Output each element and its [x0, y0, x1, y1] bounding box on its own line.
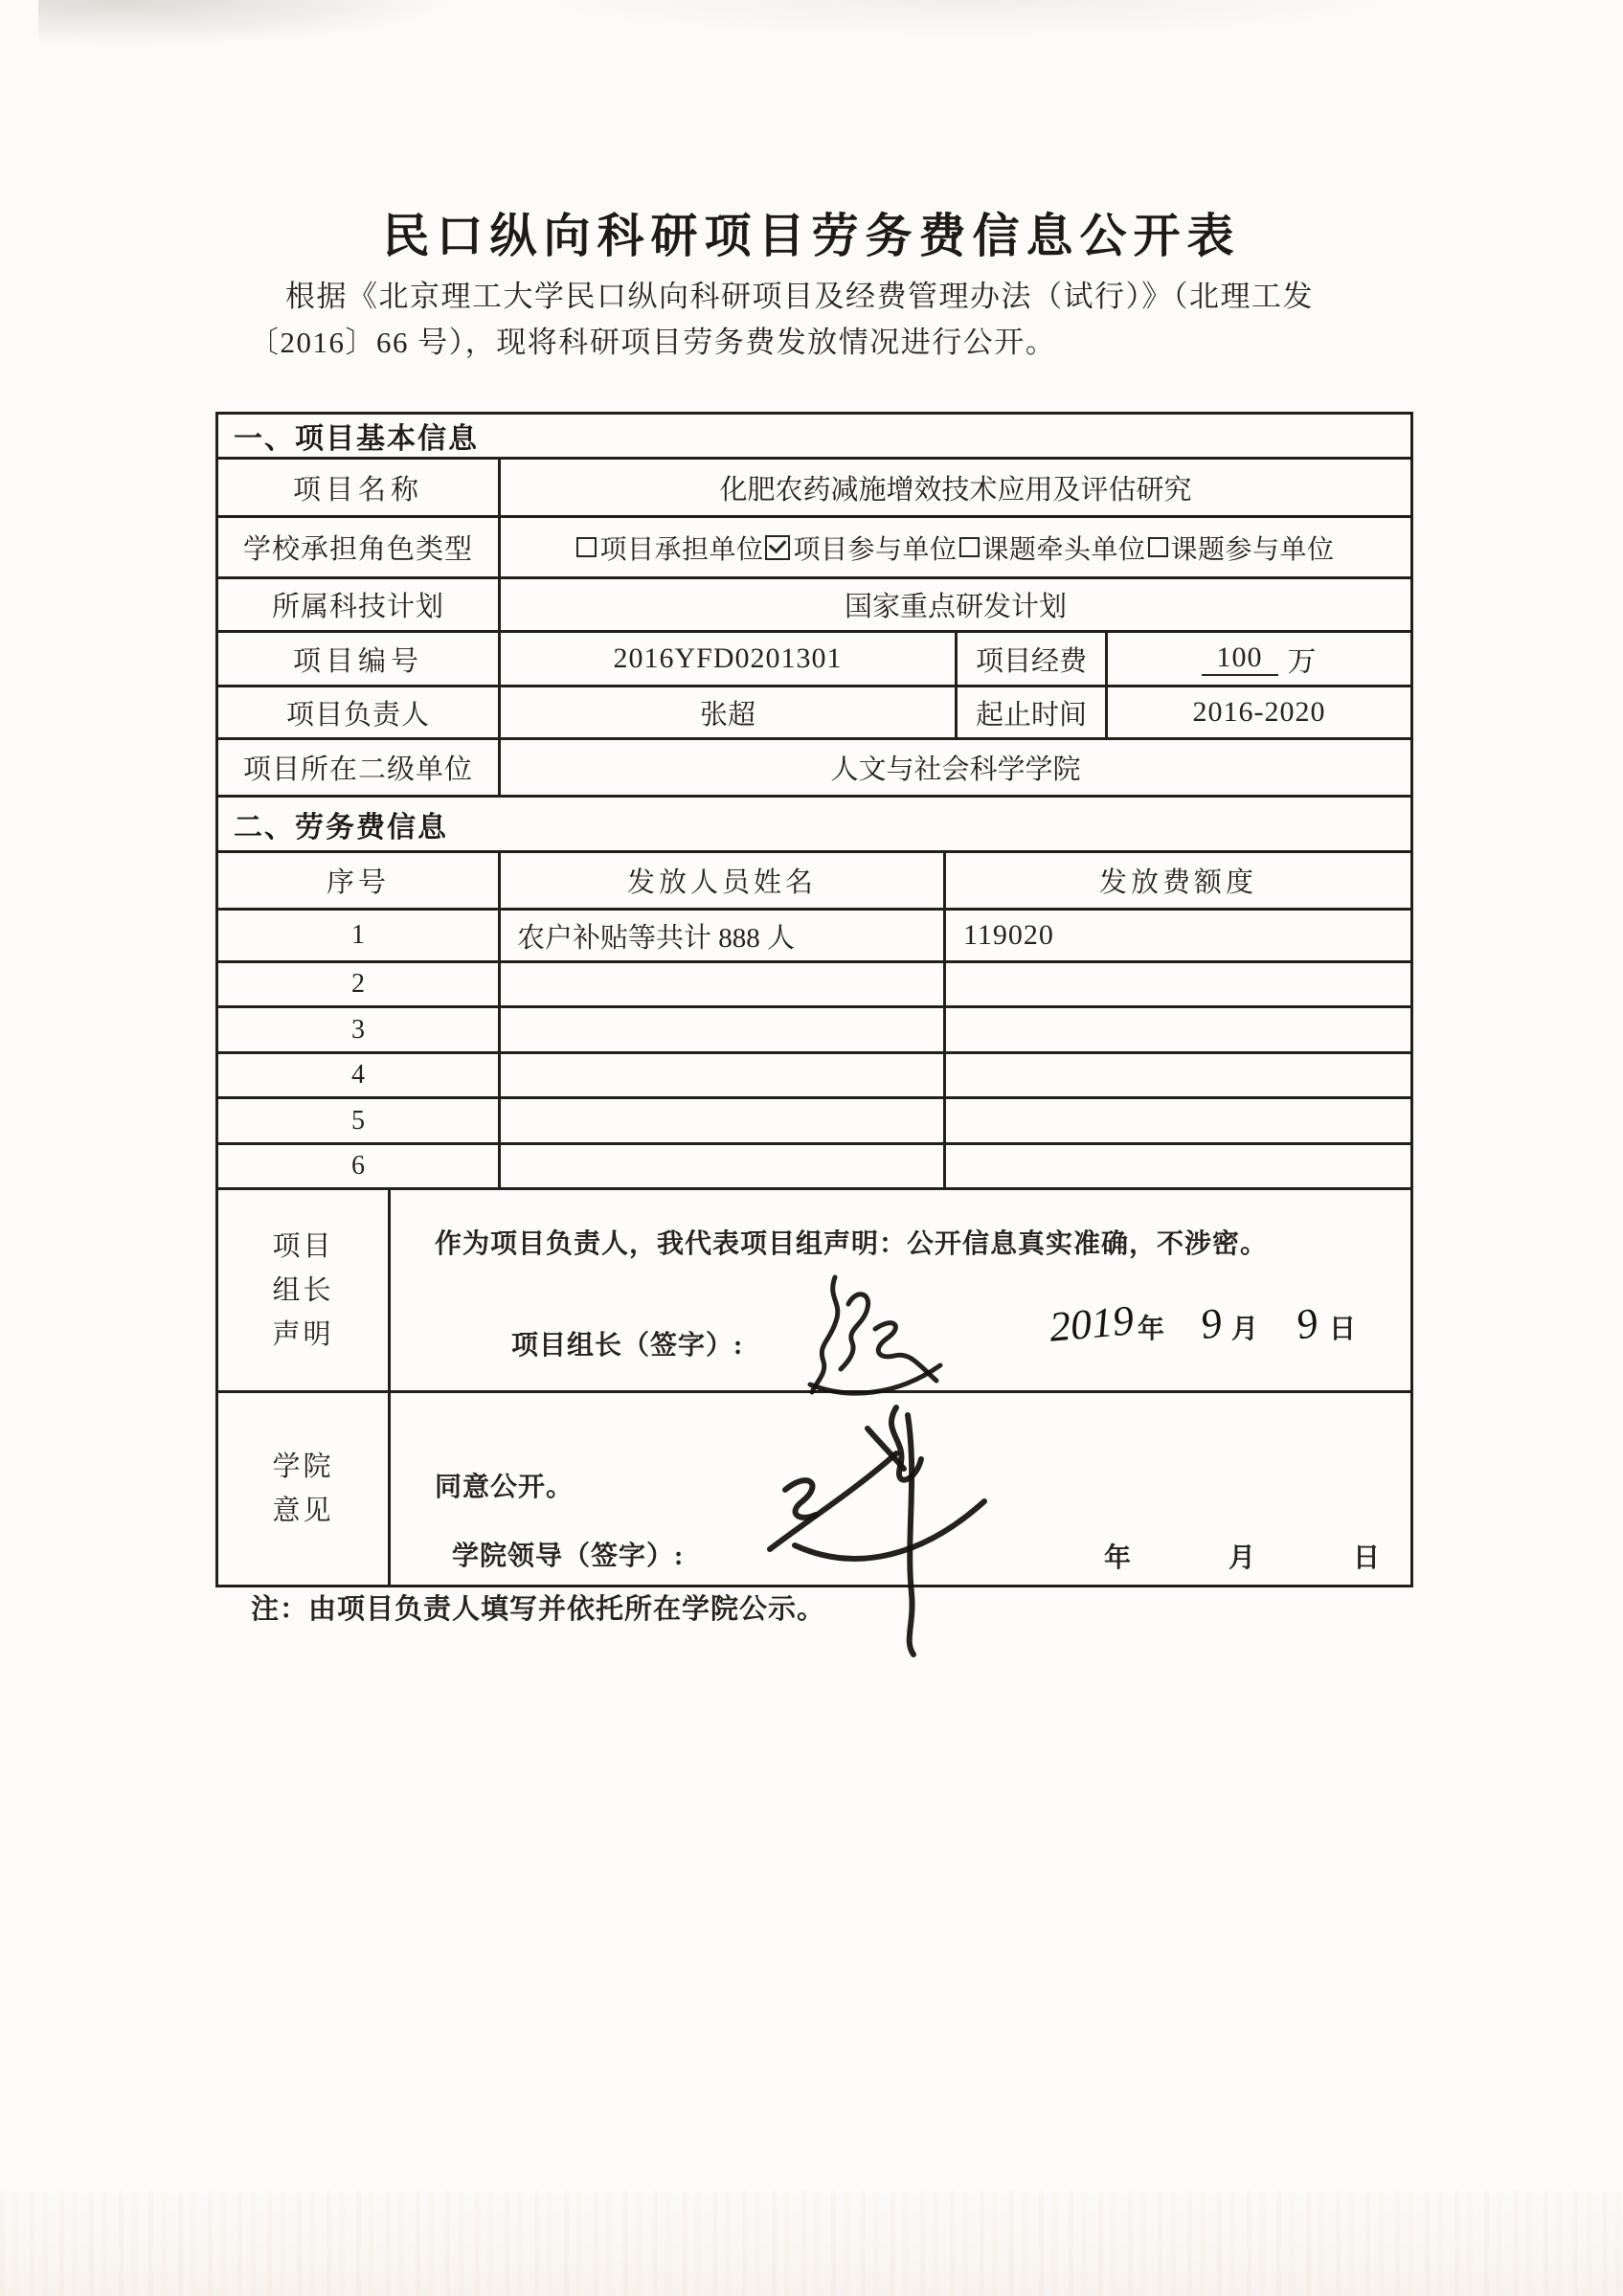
funding-amount: 100 — [1202, 642, 1278, 676]
scan-artifact-top — [38, 0, 498, 53]
label-line: 声明 — [272, 1318, 334, 1350]
row-amount — [946, 1145, 1410, 1187]
section2-header-row — [218, 798, 1410, 853]
role-type-row — [218, 518, 1410, 579]
row-amount — [946, 1054, 1410, 1096]
row-amount — [946, 1099, 1410, 1142]
day-suffix: 日 — [1329, 1315, 1357, 1344]
table-row — [218, 1054, 1410, 1099]
section2-title: 二、劳务费信息 — [234, 811, 448, 844]
row-no: 5 — [218, 1099, 501, 1142]
checkbox-icon — [959, 537, 980, 557]
intro-line-1: 根据《北京理工大学民口纵向科研项目及经费管理办法（试行）》（北理工发 — [285, 280, 1314, 313]
college-opinion-row — [218, 1393, 1410, 1585]
dean-sign-label: 学院领导（签字）: — [452, 1542, 685, 1571]
row-no: 6 — [218, 1145, 501, 1187]
row-no: 3 — [218, 1008, 501, 1051]
principal-label: 项目负责人 — [218, 687, 501, 737]
role-option-label: 项目承担单位 — [599, 534, 764, 565]
role-option-label: 课题参与单位 — [1170, 534, 1335, 565]
intro-line-2: 〔2016〕66 号），现将科研项目劳务费发放情况进行公开。 — [249, 326, 1057, 359]
row-name — [501, 963, 946, 1005]
duration-value: 2016-2020 — [1192, 696, 1326, 728]
program-value: 国家重点研发计划 — [844, 592, 1067, 622]
row-name — [501, 1008, 946, 1051]
month-suffix: 月 — [1231, 1315, 1259, 1344]
principal-value: 张超 — [501, 687, 958, 737]
funding-value-cell — [1108, 633, 1410, 685]
table-row — [218, 1145, 1410, 1190]
label-line: 项目 — [272, 1230, 334, 1262]
column-header-no: 序号 — [218, 853, 501, 908]
project-number-label: 项目编号 — [218, 633, 501, 685]
leader-statement-label — [218, 1190, 391, 1390]
year-suffix: 年 — [1104, 1543, 1132, 1573]
statement-text: 作为项目负责人，我代表项目组声明：公开信息真实准确，不涉密。 — [435, 1229, 1269, 1259]
handwritten-year: 2019 — [1047, 1296, 1136, 1351]
table-row — [218, 911, 1410, 963]
table-row — [218, 1099, 1410, 1145]
principal-row — [218, 687, 1410, 740]
page-title: 民口纵向科研项目劳务费信息公开表 — [382, 211, 1241, 262]
section1-title: 一、项目基本信息 — [234, 423, 479, 455]
scan-artifact-bottom — [0, 2191, 1623, 2296]
footnote: 注：由项目负责人填写并依托所在学院公示。 — [251, 1594, 826, 1625]
row-amount — [946, 1008, 1410, 1051]
project-number-value: 2016YFD0201301 — [501, 633, 958, 685]
form-table — [215, 412, 1413, 1587]
secondary-unit-row — [218, 740, 1410, 798]
section1-header-row — [218, 415, 1410, 460]
role-option-label: 项目参与单位 — [793, 534, 958, 565]
college-opinion-label — [218, 1393, 391, 1585]
checkbox-icon — [576, 537, 597, 557]
row-amount: 119020 — [963, 919, 1054, 951]
row-no: 4 — [218, 1054, 501, 1096]
role-option — [1148, 529, 1335, 567]
role-type-label: 学校承担角色类型 — [218, 518, 501, 576]
funding-label: 项目经费 — [958, 633, 1108, 685]
row-name — [501, 1099, 946, 1142]
month-suffix: 月 — [1229, 1543, 1256, 1573]
row-name: 农户补贴等共计 888 人 — [501, 911, 946, 960]
day-suffix: 日 — [1353, 1543, 1381, 1573]
checkbox-icon — [1148, 537, 1168, 557]
labor-fee-column-header-row — [218, 853, 1410, 911]
handwritten-day: 9 — [1292, 1298, 1322, 1349]
role-type-options — [575, 529, 1335, 567]
role-option-label: 课题牵头单位 — [981, 534, 1146, 565]
checked-checkbox-icon — [765, 535, 790, 560]
duration-label: 起止时间 — [958, 687, 1108, 737]
column-header-amount: 发放费额度 — [1098, 867, 1257, 898]
year-suffix: 年 — [1138, 1315, 1165, 1344]
leader-sign-label: 项目组长（签字）: — [511, 1331, 744, 1361]
program-label: 所属科技计划 — [218, 579, 501, 630]
program-row — [218, 579, 1410, 633]
row-no: 1 — [218, 911, 501, 960]
college-opinion-cell — [391, 1393, 1410, 1585]
role-type-value — [501, 518, 1410, 576]
project-name-value: 化肥农药减施增效技术应用及评估研究 — [719, 474, 1192, 506]
column-header-name: 发放人员姓名 — [501, 853, 946, 908]
scan-artifact-top-2 — [536, 0, 1398, 38]
row-amount — [946, 963, 1410, 1005]
leader-statement-cell — [391, 1190, 1410, 1390]
row-no: 2 — [218, 963, 501, 1005]
secondary-unit-label: 项目所在二级单位 — [218, 740, 501, 795]
funding-unit: 万 — [1287, 646, 1318, 678]
handwritten-month: 9 — [1197, 1298, 1226, 1349]
role-option — [959, 529, 1146, 567]
label-line: 意见 — [272, 1496, 334, 1526]
opinion-text: 同意公开。 — [435, 1473, 575, 1502]
project-name-label: 项目名称 — [218, 460, 501, 515]
table-row — [218, 1008, 1410, 1054]
label-line: 组长 — [272, 1274, 334, 1306]
label-line: 学院 — [272, 1452, 334, 1482]
row-name — [501, 1054, 946, 1096]
secondary-unit-value: 人文与社会科学学院 — [830, 754, 1081, 785]
leader-statement-row — [218, 1190, 1410, 1393]
project-name-row — [218, 460, 1410, 518]
statement-date — [1047, 1296, 1357, 1351]
project-number-row — [218, 633, 1410, 687]
row-name — [501, 1145, 946, 1187]
opinion-date — [1104, 1537, 1380, 1575]
table-row — [218, 963, 1410, 1008]
role-option — [576, 529, 763, 567]
role-option — [765, 529, 957, 567]
